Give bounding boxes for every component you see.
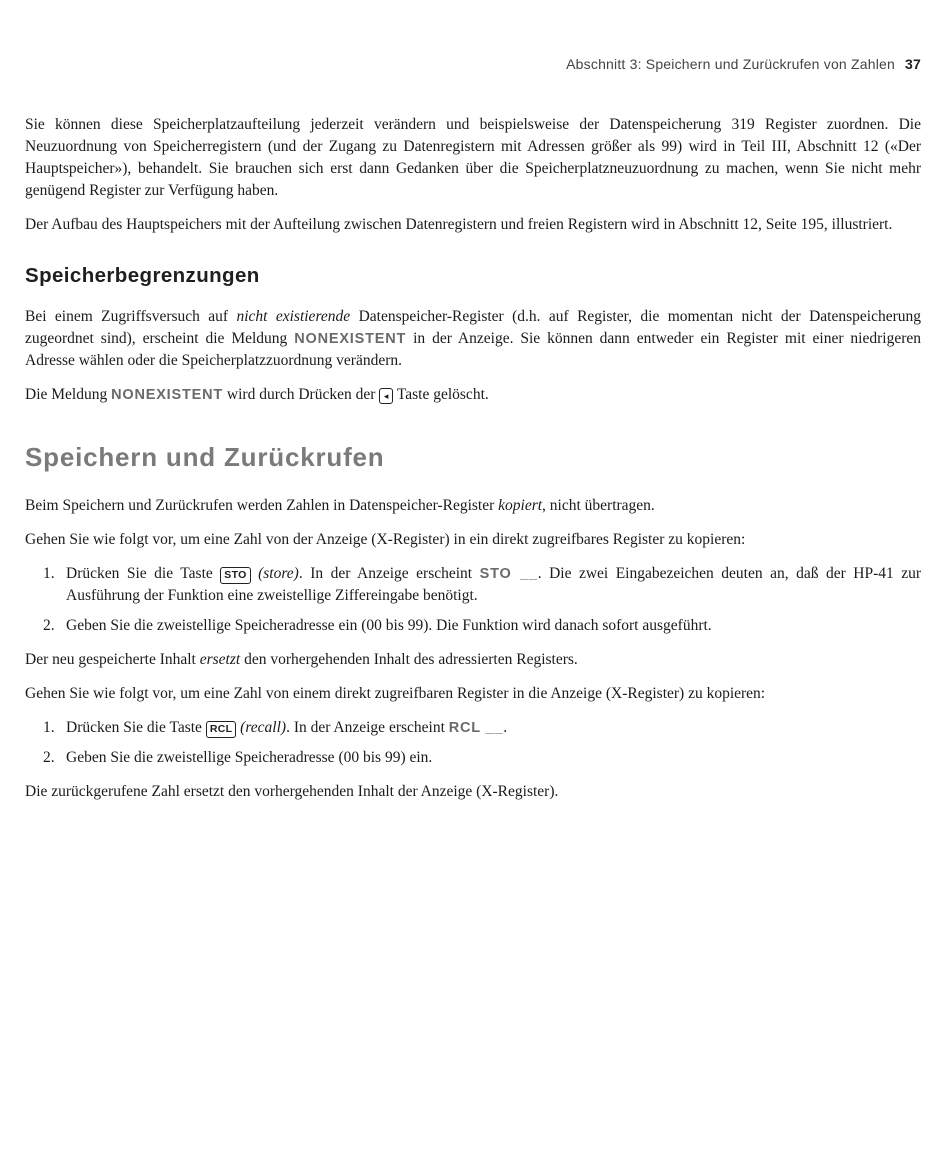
emphasis-text: (store) [258,565,299,582]
intro-paragraph-2: Der Aufbau des Hauptspeichers mit der Aufteilung zwischen Datenregistern und freien Registern wird in Abschnitt 12, Seite 195, illustriert. [25,216,893,233]
list-number: 2. [43,617,55,634]
recall-intro-paragraph: Gehen Sie wie folgt vor, um eine Zahl von einem direkt zugreifbaren Register in die Anzeige (X-Register) zu kopieren: [25,685,766,702]
text-run: Die Meldung [25,386,112,403]
emphasis-text: nicht existierende [236,308,351,325]
text-run: . Die zwei Eingabezeichen deuten an, daß der HP-41 zur Ausführung der Funktion eine zweistellige Ziffereingabe benötigt. [66,565,922,604]
text-run: Drücken Sie die Taste [66,719,206,736]
page-content [25,114,921,815]
emphasis-text: ersetzt [199,651,241,668]
recall-result-paragraph: Die zurückgerufene Zahl ersetzt den vorhergehenden Inhalt der Anzeige (X-Register). [25,783,559,800]
limits-heading: Speicherbegrenzungen [25,264,260,287]
text-run: . In der Anzeige erscheint [286,719,449,736]
text-run: Taste gelöscht. [393,386,489,403]
list-number: 2. [43,749,55,766]
recall-steps-list [25,717,921,769]
text-run: in der Anzeige. Sie können dann entweder ein Register mit einer niedrigeren Adresse wählen oder die Speicherplatzzuordnung verändern. [25,330,921,369]
page-number: 37 [905,56,921,72]
intro-paragraph-1: Sie können diese Speicherplatzaufteilung jederzeit verändern und beispielsweise der Datenspeicherung 319 Register zuordnen. Die Neuzuordnung von Speicherregistern (und der Zugang zu Datenregistern mit Adressen größer als 99) wird in Teil III, Abschnitt 12 («Der Hauptspeicher»), behandelt. Sie brauchen sich erst dann Gedanken über die Speicherplatzneuzuordnung zu machen, wenn Sie nicht mehr genügend Register zur Verfügung haben. [25,116,921,199]
display-message: RCL __ [448,720,504,736]
emphasis-text: (recall) [240,719,287,736]
list-item [25,615,921,637]
list-item [25,717,921,739]
list-number: 1. [43,565,55,582]
store-intro-paragraph: Gehen Sie wie folgt vor, um eine Zahl von der Anzeige (X-Register) in ein direkt zugreifbares Register zu kopieren: [25,531,746,548]
text-run: Der neu gespeicherte Inhalt [25,651,200,668]
text-run: Drücken Sie die Taste [66,565,221,582]
text-run: Bei einem Zugriffsversuch auf [25,308,237,325]
display-message: NONEXISTENT [294,331,407,347]
text-run: Geben Sie die zweistellige Speicheradresse ein (00 bis 99). Die Funktion wird danach sofort ausgeführt. [66,617,712,634]
limits-paragraph-1 [25,306,921,372]
rcl-key-icon: RCL [206,721,236,738]
text-run: , nicht übertragen. [542,497,655,514]
section-title: Abschnitt 3: Speichern und Zurückrufen von Zahlen [566,56,896,72]
emphasis-text: kopiert [498,497,543,514]
store-result-paragraph [25,649,921,671]
text-run: Beim Speichern und Zurückrufen werden Zahlen in Datenspeicher-Register [25,497,499,514]
list-number: 1. [43,719,55,736]
text-run: Geben Sie die zweistellige Speicheradresse (00 bis 99) ein. [66,749,433,766]
text-run: wird durch Drücken der [223,386,380,403]
store-recall-paragraph-1 [25,495,921,517]
text-run: den vorhergehenden Inhalt des adressierten Registers. [240,651,578,668]
store-recall-heading: Speichern und Zurückrufen [25,442,385,472]
running-header [566,56,921,72]
text-run: . [503,719,508,736]
backspace-key-icon: ◂ [379,388,393,404]
text-run: Datenspeicher-Register (d.h. auf Register, die momentan nicht der Datenspeicherung zugeordnet sind), erscheint die Meldung [25,308,921,347]
limits-paragraph-2 [25,384,921,406]
list-item [25,563,921,607]
display-message: STO __ [479,566,538,582]
text-run: . In der Anzeige erscheint [298,565,480,582]
list-item [25,747,921,769]
display-message: NONEXISTENT [111,387,224,403]
sto-key-icon: STO [220,567,250,584]
store-steps-list [25,563,921,637]
